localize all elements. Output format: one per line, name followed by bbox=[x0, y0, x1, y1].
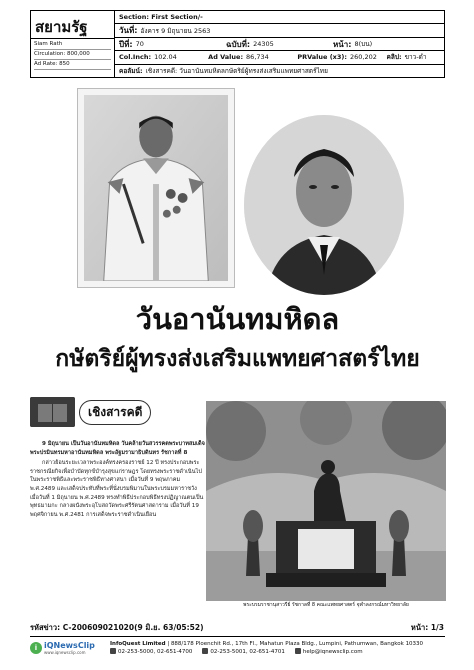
portrait-suit-image bbox=[244, 115, 404, 295]
fax-icon bbox=[202, 648, 208, 654]
footer bbox=[30, 636, 445, 658]
iqnewsclip-logo bbox=[30, 641, 110, 655]
article-paragraph: กล่าวย้อนระยะเวลาพระองค์ทรงครองราชย์ 12 ปี ทรงประกอบพระราชกรณียกิจเพื่อบำบัดทุกข์บำรุงสุขแก่ราษฎร โดยทรงพระราชดำเนินไปในพระราชพิธีและพระราชพิธีทางศาสนา เมื่อวันที่ 9 พฤษภาคม พ.ศ.2489 และเสด็จประทับที่พระที่นั่งบรมพิมานในพระบรมมหาราชวัง เมื่อวันที่ 1 มิถุนายน พ.ศ.2489 ทรงทำพิธีประกอบพิธีทรงปฏิญาณตนเป็นพุทธมามกะ กลางผนังพระอุโบสถวัดพระศรีรัตนศาสดาราม เมื่อวันที่ 19 พฤศจิกายน พ.ศ.2481 การเสด็จพระราชดำเนินเยือน bbox=[30, 460, 204, 518]
book-icon bbox=[30, 397, 75, 427]
footer-address-line: InfoQuest Limited | 888/178 Ploenchit Rd., 17th Fl., Mahatun Plaza Bldg., Lumpini, Pathumwan, Bangkok 10330 bbox=[110, 640, 424, 647]
value-row bbox=[115, 51, 444, 64]
issue-row bbox=[115, 38, 444, 51]
phone-icon bbox=[110, 648, 116, 654]
clip-info-header bbox=[30, 10, 445, 78]
prvalue-value: 260,202 bbox=[349, 53, 377, 62]
publication-meta bbox=[31, 39, 114, 71]
date-row bbox=[115, 24, 444, 37]
advalue-label: Ad Value: bbox=[208, 53, 244, 62]
king-uniform-photo bbox=[77, 88, 235, 288]
monument-caption: พระบรมราชานุสาวรีย์ รัชกาลที่ 8 คณะแพทยศาสตร์ จุฬาลงกรณ์มหาวิทยาลัย bbox=[243, 602, 409, 608]
page-count: หน้า: 1/3 bbox=[410, 623, 444, 632]
headline-line-1: วันอานันทมหิดล bbox=[135, 302, 340, 336]
newspaper-logo: สยามรัฐ bbox=[31, 11, 114, 39]
footer-contact-line bbox=[110, 648, 445, 656]
column-byline bbox=[30, 396, 205, 428]
email-icon bbox=[295, 648, 301, 654]
column-row bbox=[115, 65, 444, 77]
colinch-value: 102.04 bbox=[154, 53, 177, 62]
year-value: 70 bbox=[135, 40, 144, 49]
prvalue-label: PRValue (x3): bbox=[297, 53, 347, 62]
date-value: อังคาร 9 มิถุนายน 2563 bbox=[140, 26, 211, 35]
footer-phone2: 02-253-5001, 02-651-4701 bbox=[210, 648, 285, 655]
portrait-uniform-image bbox=[84, 95, 228, 281]
footer-email: help@iqnewsclip.com bbox=[302, 648, 363, 655]
column-label: คอลัมน์: bbox=[119, 66, 143, 75]
advalue-value: 86,734 bbox=[246, 53, 269, 62]
section-row bbox=[115, 11, 444, 24]
column-tag: เชิงสารคดี bbox=[79, 400, 151, 425]
section-value: Section: First Section/- bbox=[119, 13, 203, 22]
page-label: หน้า: bbox=[333, 39, 352, 49]
column-thumbnail bbox=[30, 397, 75, 427]
column-value: เชิงสารคดี: วันอานันทมหิดลกษัตริย์ผู้ทรงส่งเสริมแพทยศาสตร์ไทย bbox=[145, 66, 328, 75]
colour-value: ขาว-ดำ bbox=[404, 53, 427, 62]
article-lead: 9 มิถุนายน เป็นวันอานันทมหิดล วันคล้ายวันสวรรคตพระบาทสมเด็จพระปรมินทรมหาอานันทมหิดล พระอัฐมรามาธิบดินทร รัชกาลที่ 8 bbox=[30, 441, 205, 456]
colinch-label: Col.Inch: bbox=[119, 53, 152, 62]
ad-rate: Ad Rate: 850 bbox=[34, 60, 111, 70]
king-oval-portrait bbox=[244, 115, 404, 295]
footer-brand-sub: www.iqnewsclip.com bbox=[44, 649, 86, 655]
footer-phone1: 02-253-5000, 02-651-4700 bbox=[118, 648, 193, 655]
publication-box bbox=[31, 11, 115, 77]
iq-logo-icon: i bbox=[30, 642, 42, 654]
footer-contact bbox=[110, 640, 445, 656]
article-body bbox=[30, 440, 205, 521]
headline-line-2: กษัตริย์ผู้ทรงส่งเสริมแพทยศาสตร์ไทย bbox=[55, 346, 420, 372]
clip-details bbox=[115, 11, 444, 77]
circulation: Circulation: 800,000 bbox=[34, 50, 111, 60]
footer-address: 888/178 Ploenchit Rd., 17th Fl., Mahatun Plaza Bldg., Lumpini, Pathumwan, Bangkok 10330 bbox=[170, 640, 424, 647]
monument-photo bbox=[206, 401, 446, 601]
publication-name: Siam Rath bbox=[34, 40, 111, 50]
footer-brand: iQNewsClip bbox=[44, 640, 95, 650]
colour-label: คลิป: bbox=[386, 53, 402, 62]
footer-company: InfoQuest Limited bbox=[110, 640, 166, 647]
news-id: รหัสข่าว: C-200609021020(9 มิ.ย. 63/05:52) bbox=[30, 623, 204, 632]
issue-value: 24305 bbox=[253, 40, 274, 49]
monument-image bbox=[206, 401, 446, 601]
page-value: 8(บน) bbox=[354, 40, 373, 49]
date-label: วันที่: bbox=[119, 26, 138, 36]
issue-label: ฉบับที่: bbox=[226, 39, 251, 49]
year-label: ปีที่: bbox=[119, 39, 133, 49]
